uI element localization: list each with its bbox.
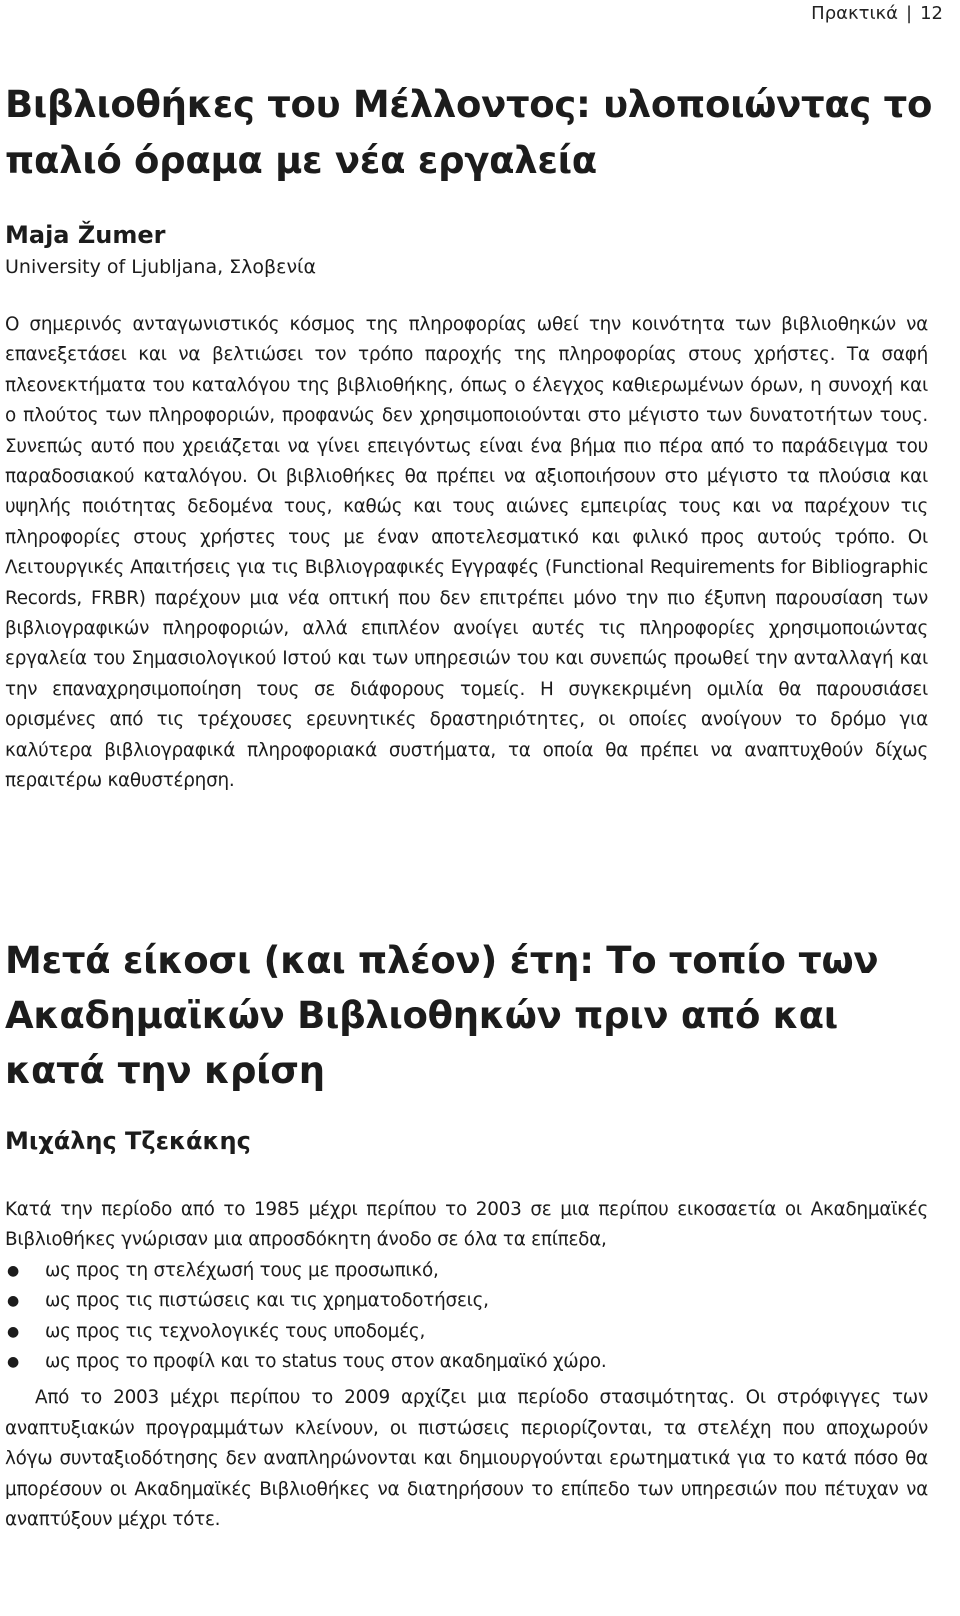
article2-body bbox=[5, 1195, 928, 1535]
list-item bbox=[5, 1286, 928, 1316]
running-header bbox=[811, 3, 943, 25]
list-item-text: ως προς τις τεχνολογικές τους υποδομές, bbox=[45, 1320, 426, 1342]
list-item-text: ως προς το προφίλ και το status τους στον ακαδημαϊκό χώρο. bbox=[45, 1351, 607, 1373]
header-separator: | bbox=[906, 3, 913, 24]
article1-author: Maja Žumer bbox=[5, 221, 166, 249]
article2-intro: Κατά την περίοδο από το 1985 μέχρι περίπου το 2003 σε μια περίπου εικοσαετία οι Ακαδημαϊκές Βιβλιοθήκες γνώρισαν μια απροσδόκητη άνοδο σε όλα τα επίπεδα, bbox=[5, 1199, 928, 1251]
bullet-icon: ● bbox=[7, 1262, 19, 1279]
list-item-text: ως προς τις πιστώσεις και τις χρηματοδοτήσεις, bbox=[45, 1290, 489, 1312]
list-item bbox=[5, 1347, 928, 1377]
article2-author: Μιχάλης Τζεκάκης bbox=[5, 1127, 251, 1155]
bullet-icon: ● bbox=[7, 1293, 19, 1310]
article1-abstract: Ο σημερινός ανταγωνιστικός κόσμος της πληροφορίας ωθεί την κοινότητα των βιβλιοθηκών να επανεξετάσει και να βελτιώσει τον τρόπο παροχής της πληροφορίας στους χρήστες. Τα σαφή πλεονεκτήματα του καταλόγου της βιβλιοθήκης, όπως ο έλεγχος καθιερωμένων όρων, η συνοχή και ο πλούτος των πληροφοριών, προφανώς δεν χρησιμοποιούνται στο μέγιστο των δυνατοτήτων τους. Συνεπώς αυτό που χρειάζεται να γίνει επειγόντως είναι ένα βήμα πιο πέρα από το παράδειγμα του παραδοσιακού καταλόγου. Οι βιβλιοθήκες θα πρέπει να αξιοποιήσουν στο μέγιστο τα πλούσια και υψηλής ποιότητας δεδομένα τους, καθώς και τους αιώνες εμπειρίας τους και να παρέχουν τις πληροφορίες στους χρήστες τους με έναν αποτελεσματικό και φιλικό προς αυτούς τρόπο. Οι Λειτουργικές Απαιτήσεις για τις Βιβλιογραφικές Εγγραφές (Functional Requirements for Bibliographic Records, FRBR) παρέχουν μια νέα οπτική που δεν επιτρέπει μόνο την πιο έξυπνη παρουσίαση των βιβλιογραφικών πληροφοριών, αλλά επιπλέον ανοίγει αυτές τις πληροφορίες χρησιμοποιώντας εργαλεία του Σημασιολογικού Ιστού και των υπηρεσιών του και συνεπώς προωθεί την ανταλλαγή και την επαναχρησιμοποίηση τους σε διάφορους τομείς. Η συγκεκριμένη ομιλία θα παρουσιάσει ορισμένες από τις τρέχουσες ερευνητικές δραστηριότητες, οι οποίες ανοίγουν το δρόμο για καλύτερα βιβλιογραφικά πληροφοριακά συστήματα, τα οποία θα πρέπει να αναπτυχθούν δίχως περαιτέρω καθυστέρηση. bbox=[5, 314, 928, 792]
article1-affiliation: University of Ljubljana, Σλοβενία bbox=[5, 256, 317, 278]
header-section: Πρακτικά bbox=[811, 3, 899, 24]
article2-paragraph: Από το 2003 μέχρι περίπου το 2009 αρχίζει μια περίοδο στασιμότητας. Οι στρόφιγγες των αναπτυξιακών προγραμμάτων κλείνουν, οι πιστώσεις περιορίζονται, τα στελέχη που αποχωρούν λόγω συνταξιοδότησης δεν αναπληρώνονται και δημιουργούνται ερωτηματικά για το κατά πόσο θα μπορέσουν οι Ακαδημαϊκές Βιβλιοθήκες να διατηρήσουν το επίπεδο των υπηρεσιών που πέτυχαν να αναπτύξουν μέχρι τότε. bbox=[5, 1387, 928, 1531]
list-item bbox=[5, 1256, 928, 1286]
bullet-icon: ● bbox=[7, 1323, 19, 1340]
bullet-icon: ● bbox=[7, 1354, 19, 1371]
article1-title: Βιβλιοθήκες του Μέλλοντος: υλοποιώντας το παλιό όραμα με νέα εργαλεία bbox=[5, 83, 933, 182]
header-page-number: 12 bbox=[920, 3, 943, 24]
list-item-text: ως προς τη στελέχωσή τους με προσωπικό, bbox=[45, 1259, 439, 1281]
article2-title: Μετά είκοσι (και πλέον) έτη: Το τοπίο των Ακαδημαϊκών Βιβλιοθηκών πριν από και κατά την κρίση bbox=[5, 939, 879, 1092]
list-item bbox=[5, 1317, 928, 1347]
article2-bullet-list bbox=[5, 1256, 928, 1378]
